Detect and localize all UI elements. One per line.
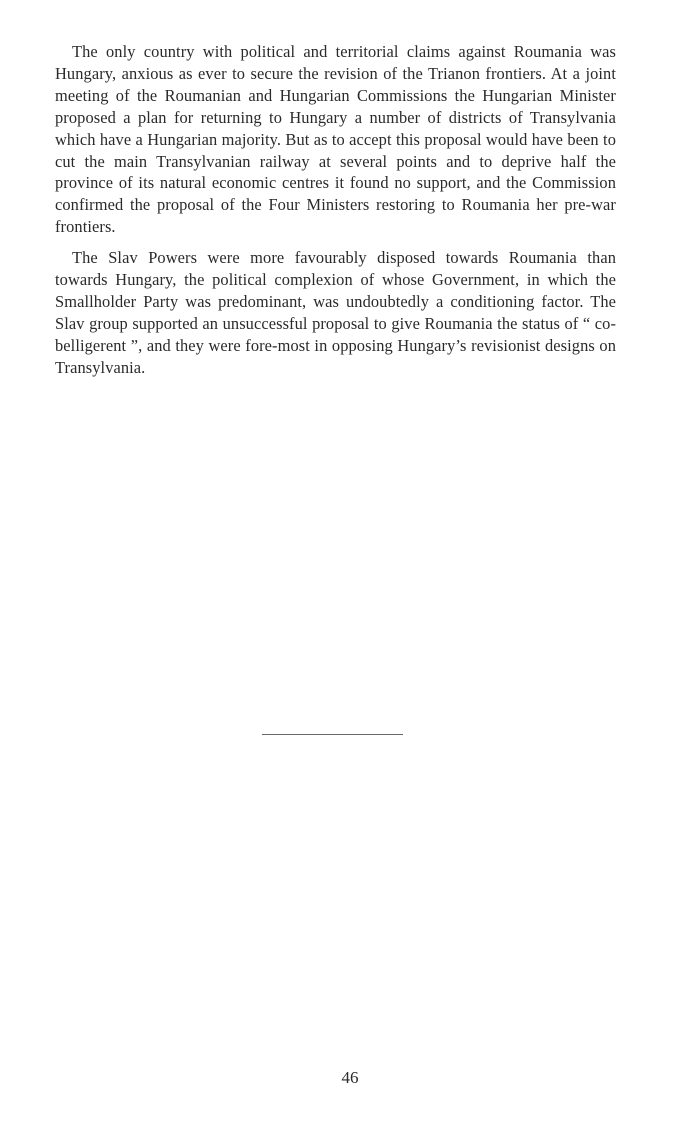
- section-divider: [262, 734, 403, 735]
- body-text: [55, 41, 616, 388]
- page-number: 46: [341, 1068, 359, 1087]
- paragraph-hungary-claims: The only country with political and territorial claims against Roumania was Hungary, anxious as ever to secure the revision of the Trianon frontiers. At a joint meeting of the Roumanian and Hungarian Commissions the Hungarian Minister proposed a plan for returning to Hungary a number of districts of Transylvania which have a Hungarian majority. But as to accept this proposal would have been to cut the main Transylvanian railway at several points and to deprive half the province of its natural economic centres it found no support, and the Commission confirmed the proposal of the Four Ministers restoring to Roumania her pre-war frontiers.: [55, 42, 616, 237]
- paragraph-slav-powers: The Slav Powers were more favourably disposed towards Roumania than towards Hungary, the political complexion of whose Government, in which the Smallholder Party was predominant, was undoubtedly a conditioning factor. The Slav group supported an unsuccessful proposal to give Roumania the status of “ co-belligerent ”, and they were fore-most in opposing Hungary’s revisionist designs on Transylvania.: [55, 248, 616, 377]
